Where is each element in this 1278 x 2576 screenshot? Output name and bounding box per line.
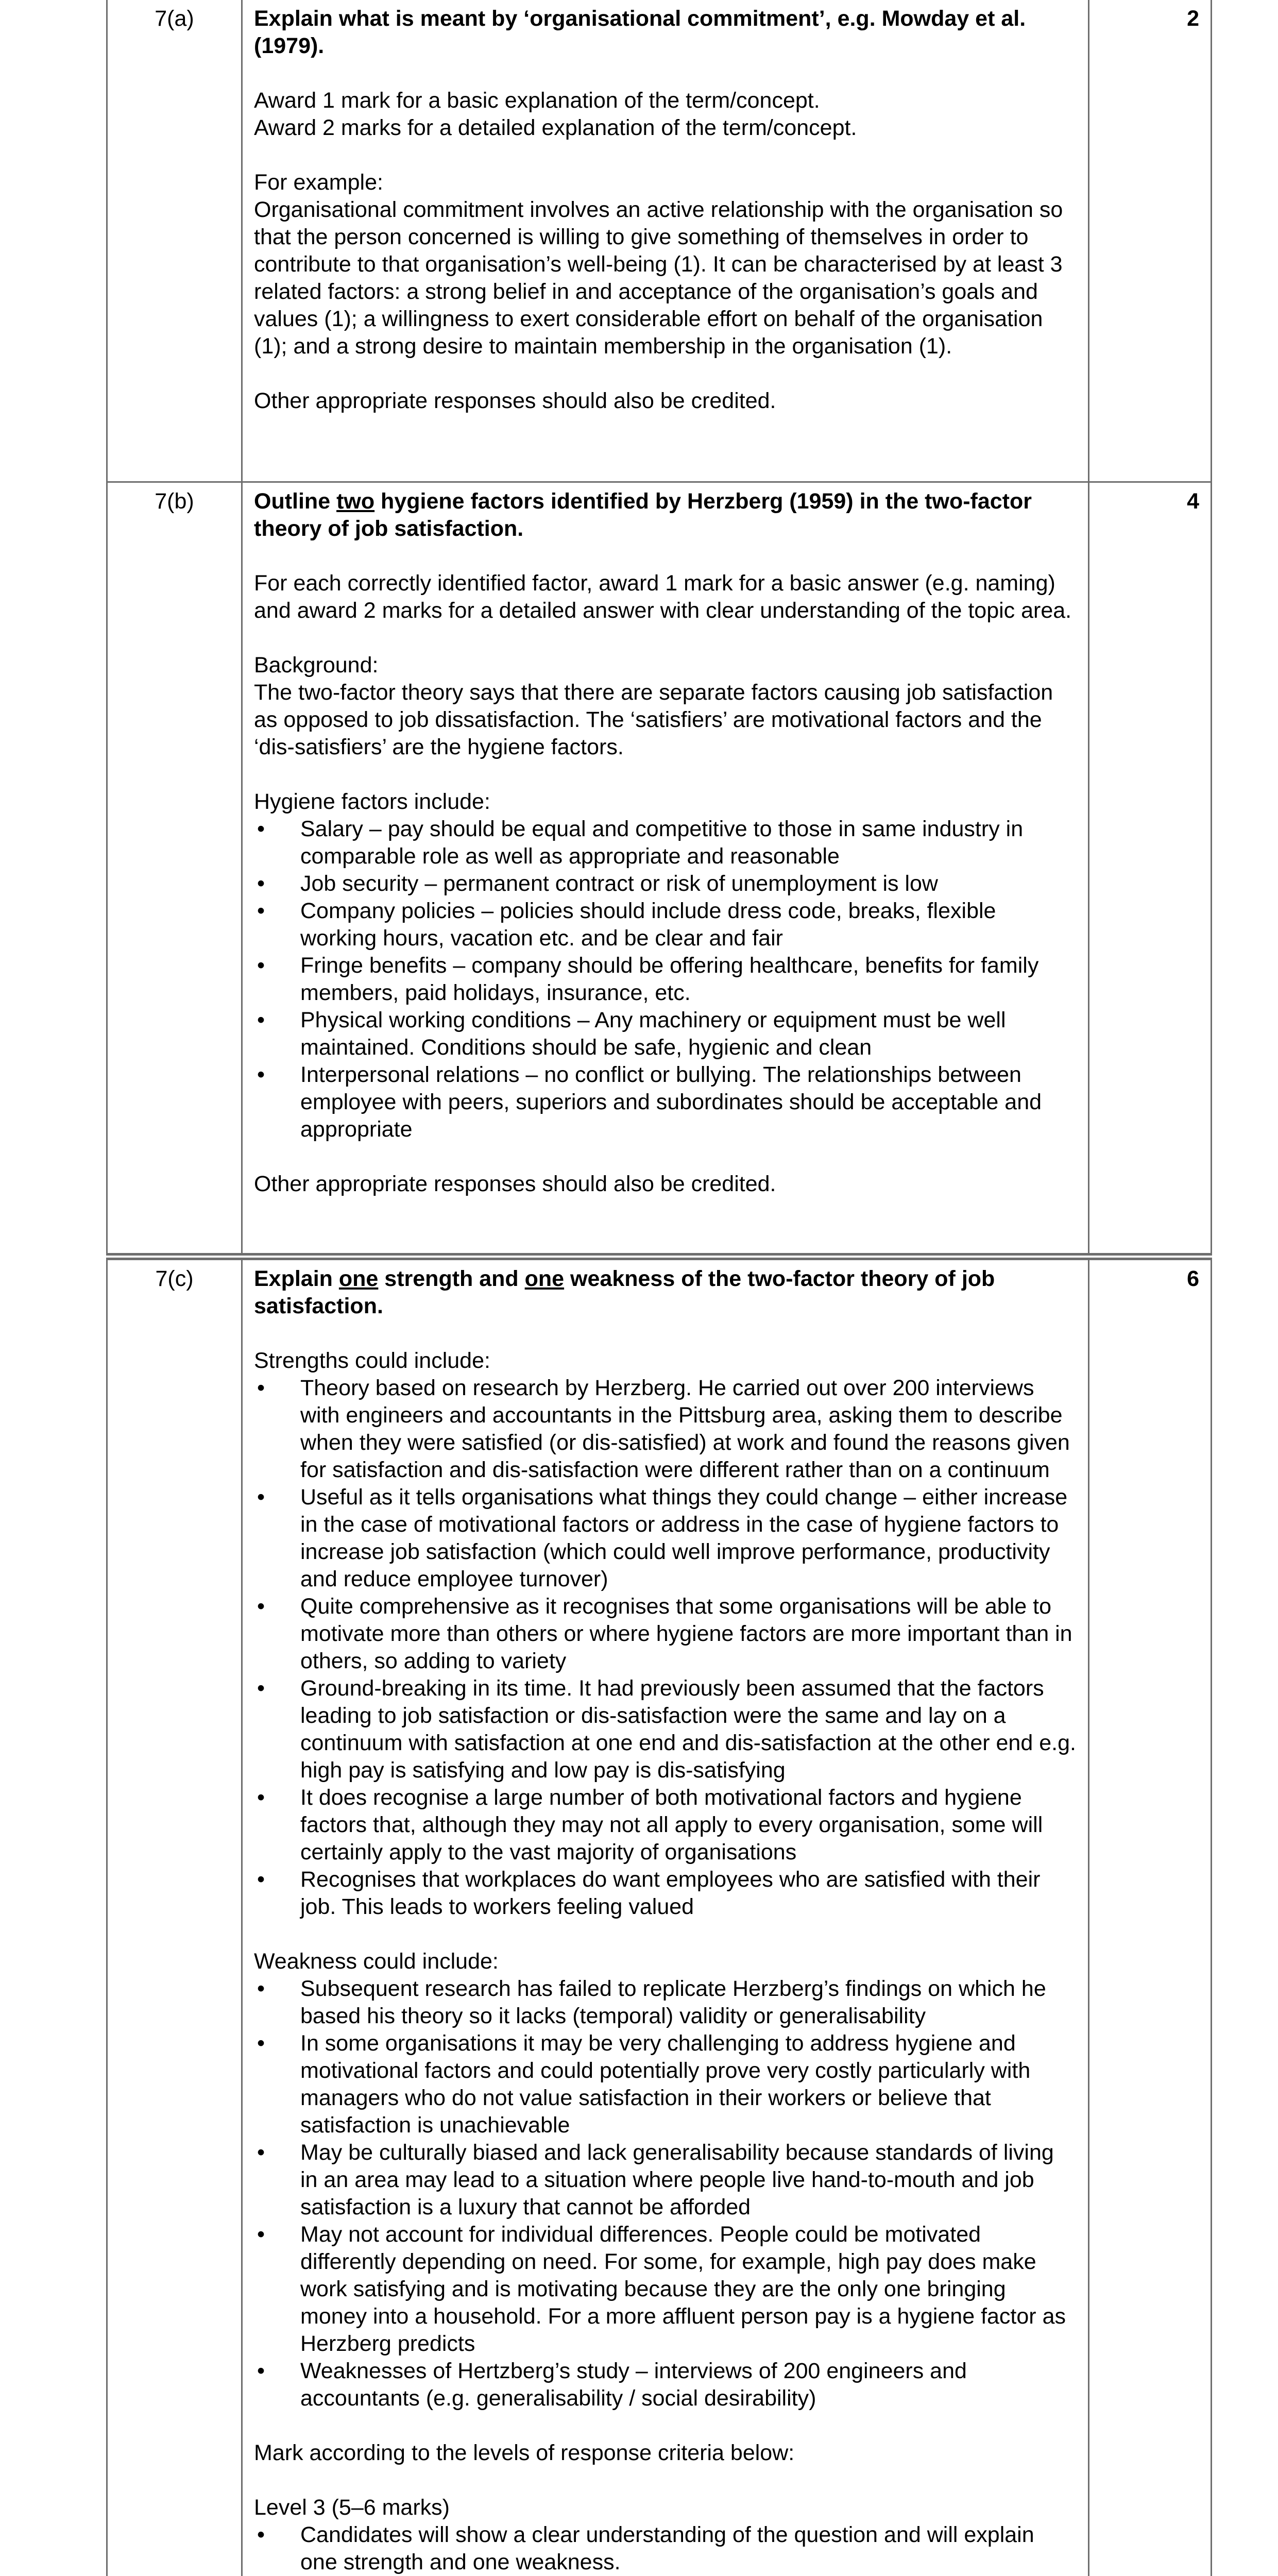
example-text: Organisational commitment involves an active relationship with the organisation so that the person concerned is willing to give something of themselves in order to contribute to that organisation’s well-being (1). It can be characterised by at least 3 related factors: a strong belief in and acceptance of the organisation’s goals and values (1); a willingness to exert considerable effort on behalf of the organisation (1); and a strong desire to maintain membership in the organisation (1). xyxy=(254,197,1063,359)
question-text-part: hygiene factors identified by Herzberg (1959) in the two-factor theory of job satisfaction. xyxy=(254,489,1032,541)
mark-scheme-page xyxy=(106,0,1199,2576)
strengths-list xyxy=(254,1375,1077,1921)
background-heading: Background: xyxy=(254,653,379,677)
question-text xyxy=(254,488,1077,543)
strengths-heading: Strengths could include: xyxy=(254,1348,490,1373)
question-text-part: strength and xyxy=(378,1266,525,1291)
weakness-heading: Weakness could include: xyxy=(254,1949,499,1974)
table-row-7a xyxy=(107,0,1212,482)
award-line: Award 1 mark for a basic explanation of the term/concept. xyxy=(254,88,820,113)
question-text-part: Outline xyxy=(254,489,337,514)
marks-value: 4 xyxy=(1089,482,1212,1257)
question-emphasis: one xyxy=(338,1266,379,1291)
list-item: • Recognises that workplaces do want employees who are satisfied with their job. This leads to workers feeling valued xyxy=(254,1866,1077,1921)
list-item: • Useful as it tells organisations what things they could change – either increase in the case of motivational factors or address in the case of hygiene factors to increase job satisfaction (which could well improve performance, productivity and reduce employee turnover) xyxy=(254,1484,1077,1593)
question-text: Explain what is meant by ‘organisational commitment’, e.g. Mowday et al. (1979). xyxy=(254,6,1026,58)
question-number: 7(b) xyxy=(107,482,242,1257)
list-item: • Quite comprehensive as it recognises that some organisations will be able to motivate more than others or where hygiene factors are more important than in others, so adding to variety xyxy=(254,1593,1077,1675)
list-item: • Job security – permanent contract or risk of unemployment is low xyxy=(254,870,1077,897)
level-3-heading: Level 3 (5–6 marks) xyxy=(254,2495,450,2520)
list-item: • Subsequent research has failed to replicate Herzberg’s findings on which he based his theory so it lacks (temporal) validity or generalisability xyxy=(254,1975,1077,2030)
question-emphasis: one xyxy=(524,1266,565,1291)
example-heading: For example: xyxy=(254,170,383,195)
question-number: 7(c) xyxy=(107,1257,242,2576)
levels-intro: Mark according to the levels of response criteria below: xyxy=(254,2441,795,2465)
marks-value: 6 xyxy=(1089,1257,1212,2576)
award-line: Award 2 marks for a detailed explanation of the term/concept. xyxy=(254,115,857,140)
question-number: 7(a) xyxy=(107,0,242,482)
list-item: • Salary – pay should be equal and competitive to those in same industry in comparable role as well as appropriate and reasonable xyxy=(254,816,1077,870)
list-item: • Company policies – policies should include dress code, breaks, flexible working hours, vacation etc. and be clear and fair xyxy=(254,897,1077,952)
question-text-part: Explain xyxy=(254,1266,339,1291)
list-item: • Candidates will show a clear understanding of the question and will explain one strength and one weakness. xyxy=(254,2521,1077,2576)
level-3-list xyxy=(254,2521,1077,2576)
list-item: • Ground-breaking in its time. It had previously been assumed that the factors leading to job satisfaction or dis-satisfaction were the same and lay on a continuum with satisfaction at one end and dis-satisfaction at the other end e.g. high pay is satisfying and low pay is dis-satisfying xyxy=(254,1675,1077,1784)
list-item: • Physical working conditions – Any machinery or equipment must be well maintained. Conditions should be safe, hygienic and clean xyxy=(254,1007,1077,1061)
hygiene-factors-heading: Hygiene factors include: xyxy=(254,789,490,814)
list-item: • In some organisations it may be very challenging to address hygiene and motivational factors and could potentially prove very costly particularly with managers who do not value satisfaction in their workers or believe that satisfaction is unachievable xyxy=(254,2030,1077,2139)
question-text-part: weakness of the two-factor theory of job satisfaction. xyxy=(254,1266,995,1318)
answer-cell xyxy=(242,482,1089,1257)
list-item: • Weaknesses of Hertzberg’s study – interviews of 200 engineers and accountants (e.g. generalisability / social desirability) xyxy=(254,2358,1077,2412)
question-text xyxy=(254,1265,1077,1320)
list-item: • May not account for individual differences. People could be motivated differently depending on need. For some, for example, high pay does make work satisfying and is motivating because they are the only one bringing money into a household. For a more affluent person pay is a hygiene factor as Herzberg predicts xyxy=(254,2221,1077,2358)
answer-cell xyxy=(242,1257,1089,2576)
answer-cell xyxy=(242,0,1089,482)
question-emphasis: two xyxy=(336,489,375,514)
mark-scheme-table xyxy=(106,0,1212,2576)
hygiene-factors-list xyxy=(254,816,1077,1143)
list-item: • It does recognise a large number of both motivational factors and hygiene factors that, although they may not all apply to every organisation, some will certainly apply to the vast majority of organisations xyxy=(254,1784,1077,1866)
marks-value: 2 xyxy=(1089,0,1212,482)
other-responses-note: Other appropriate responses should also be credited. xyxy=(254,388,776,413)
table-row-7c xyxy=(107,1257,1212,2576)
list-item: • May be culturally biased and lack generalisability because standards of living in an area may lead to a situation where people live hand-to-mouth and job satisfaction is a luxury that cannot be afforded xyxy=(254,2139,1077,2221)
list-item: • Interpersonal relations – no conflict or bullying. The relationships between employee with peers, superiors and subordinates should be acceptable and appropriate xyxy=(254,1061,1077,1143)
table-row-7b xyxy=(107,482,1212,1257)
list-item: • Theory based on research by Herzberg. He carried out over 200 interviews with engineers and accountants in the Pittsburg area, asking them to describe when they were satisfied (or dis-satisfied) at work and found the reasons given for satisfaction and dis-satisfaction were different rather than on a continuum xyxy=(254,1375,1077,1484)
weakness-list xyxy=(254,1975,1077,2412)
other-responses-note: Other appropriate responses should also be credited. xyxy=(254,1172,776,1196)
list-item: • Fringe benefits – company should be offering healthcare, benefits for family members, paid holidays, insurance, etc. xyxy=(254,952,1077,1007)
background-text: The two-factor theory says that there are separate factors causing job satisfaction as opposed to job dissatisfaction. The ‘satisfiers’ are motivational factors and the ‘dis-satisfiers’ are the hygiene factors. xyxy=(254,680,1053,759)
award-text: For each correctly identified factor, award 1 mark for a basic answer (e.g. naming) and award 2 marks for a detailed answer with clear understanding of the topic area. xyxy=(254,571,1072,623)
